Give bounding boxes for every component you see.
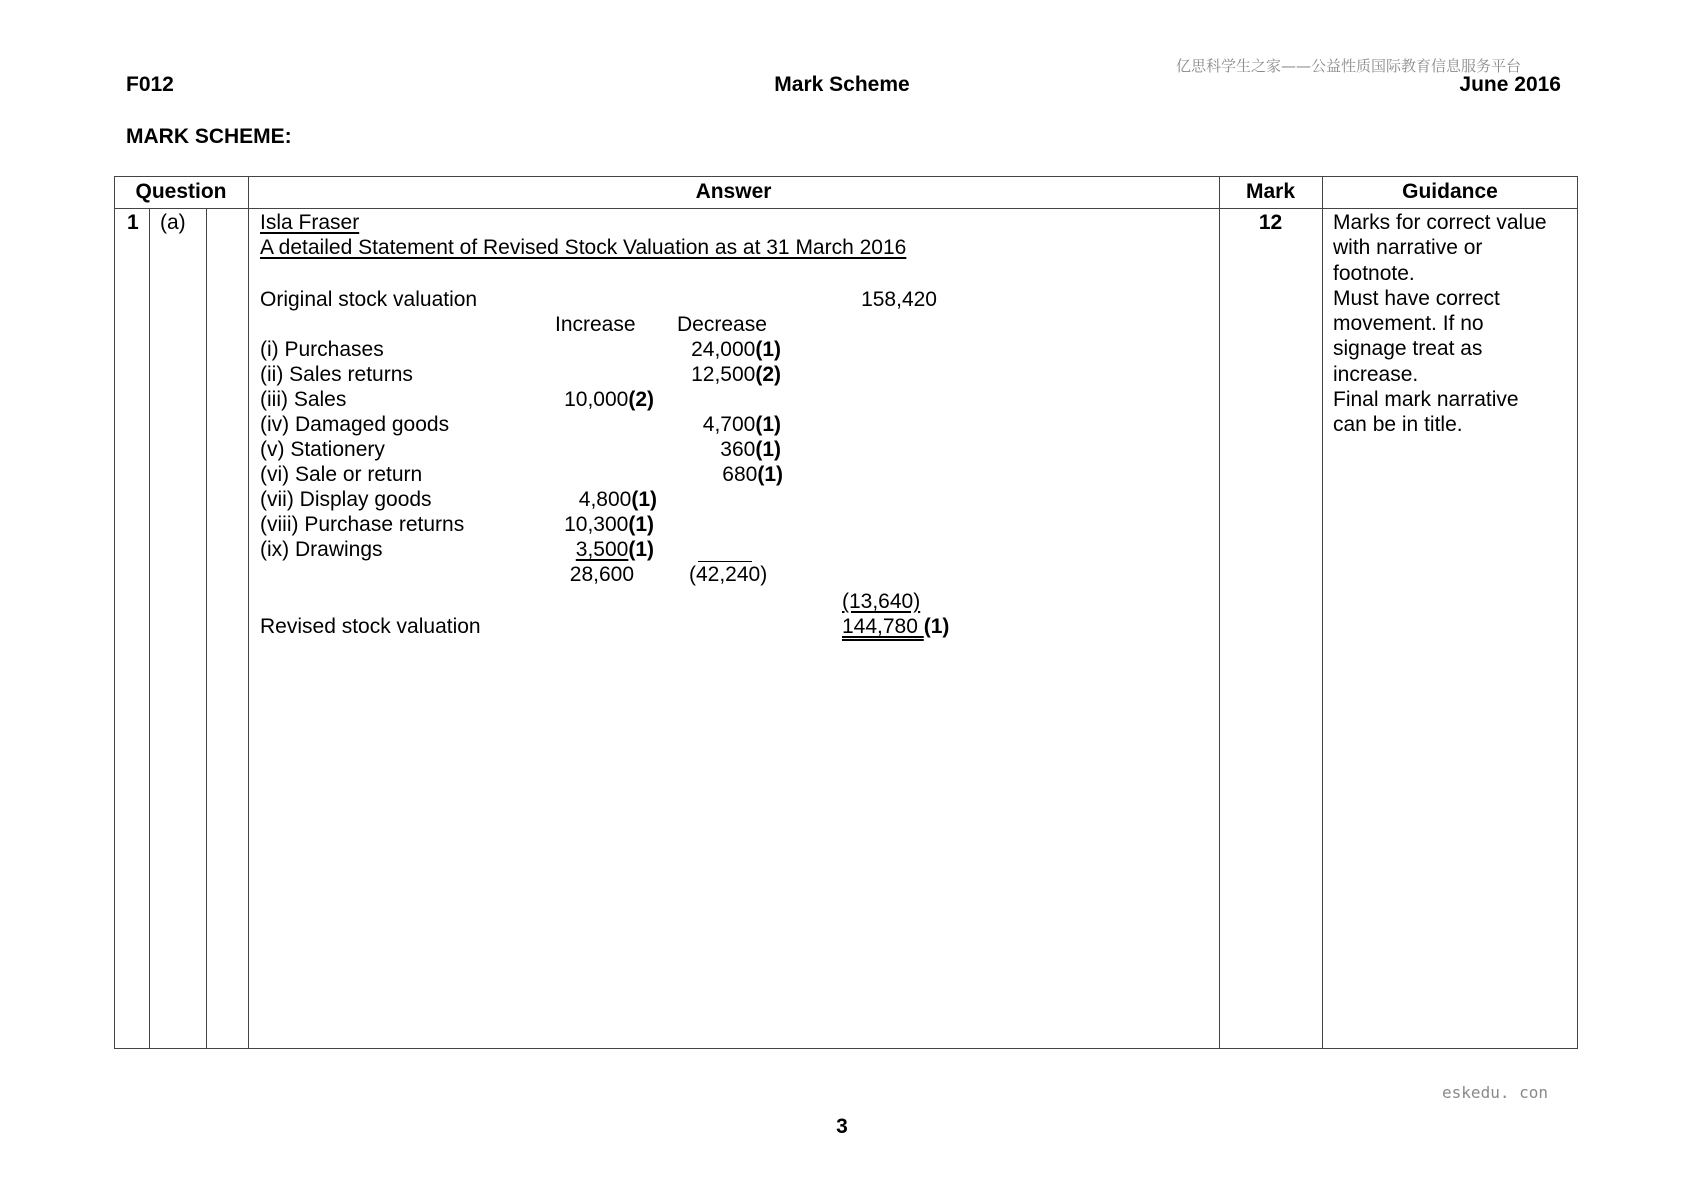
question-part: (a)	[160, 211, 186, 234]
decrease-value: 360(1)	[720, 438, 781, 461]
footer-watermark: eskedu. con	[1442, 1083, 1548, 1102]
decrease-value: 24,000(1)	[691, 338, 781, 361]
divider-answer	[1219, 176, 1220, 1049]
increase-value: 3,500(1)	[575, 538, 654, 561]
watermark-top: 亿思科学生之家——公益性质国际教育信息服务平台	[1176, 57, 1522, 75]
divider-qnum	[149, 208, 150, 1049]
list-item-label: (ii) Sales returns	[260, 363, 413, 386]
guidance-line: Must have correct	[1333, 286, 1500, 310]
list-item-label: (i) Purchases	[260, 338, 384, 361]
header-divider	[114, 208, 1578, 209]
increase-value: 4,800(1)	[578, 488, 657, 511]
decrease-value: 12,500(2)	[691, 363, 781, 386]
page-number: 3	[836, 1115, 848, 1138]
increase-column-header: Increase	[555, 313, 636, 336]
exam-session: June 2016	[1459, 73, 1561, 96]
header-guidance: Guidance	[1402, 180, 1498, 203]
original-stock-value: 158,420	[861, 288, 937, 311]
guidance-line: with narrative or	[1333, 236, 1483, 260]
divider-question	[248, 176, 249, 1049]
list-item-label: (ix) Drawings	[260, 538, 383, 561]
guidance-line: Final mark narrative	[1333, 388, 1519, 412]
list-item-label: (iii) Sales	[260, 388, 347, 411]
header-mark: Mark	[1245, 180, 1296, 203]
header-answer: Answer	[695, 180, 772, 203]
guidance-line: footnote.	[1333, 261, 1415, 285]
guidance-line: increase.	[1333, 362, 1419, 386]
decrease-column-header: Decrease	[677, 313, 767, 336]
answer-name: Isla Fraser	[260, 211, 360, 234]
increase-value: 10,300(1)	[564, 513, 654, 536]
increase-total: 28,600	[569, 563, 634, 586]
list-item-label: (vi) Sale or return	[260, 463, 423, 486]
mark-value: 12	[1258, 211, 1283, 234]
decrease-value: 680(1)	[722, 463, 783, 486]
section-title: MARK SCHEME:	[126, 125, 292, 148]
guidance-line: movement. If no	[1333, 312, 1484, 336]
list-item-label: (v) Stationery	[260, 438, 385, 461]
guidance-line: can be in title.	[1333, 413, 1463, 437]
guidance-text	[1333, 210, 1573, 438]
header-question: Question	[135, 180, 227, 203]
guidance-line: Marks for correct value	[1333, 211, 1547, 234]
increase-value: 10,000(2)	[564, 388, 654, 411]
document-title: Mark Scheme	[774, 73, 910, 96]
net-change: (13,640)	[842, 590, 921, 613]
list-item-label: (iv) Damaged goods	[260, 413, 450, 436]
revised-stock-value: 144,780 (1)	[842, 615, 950, 638]
paper-code: F012	[126, 73, 174, 96]
question-number: 1	[127, 211, 139, 234]
list-item-label: (vii) Display goods	[260, 488, 432, 511]
divider-qpart	[206, 208, 207, 1049]
decrease-value: 4,700(1)	[702, 413, 781, 436]
decrease-total: (42,240)	[689, 563, 768, 586]
guidance-line: signage treat as	[1333, 337, 1483, 361]
list-item-label: (viii) Purchase returns	[260, 513, 465, 536]
original-stock-label: Original stock valuation	[260, 288, 478, 311]
revised-stock-label: Revised stock valuation	[260, 615, 481, 638]
divider-mark	[1322, 176, 1323, 1049]
statement-title: A detailed Statement of Revised Stock Valuation as at 31 March 2016	[260, 236, 907, 259]
